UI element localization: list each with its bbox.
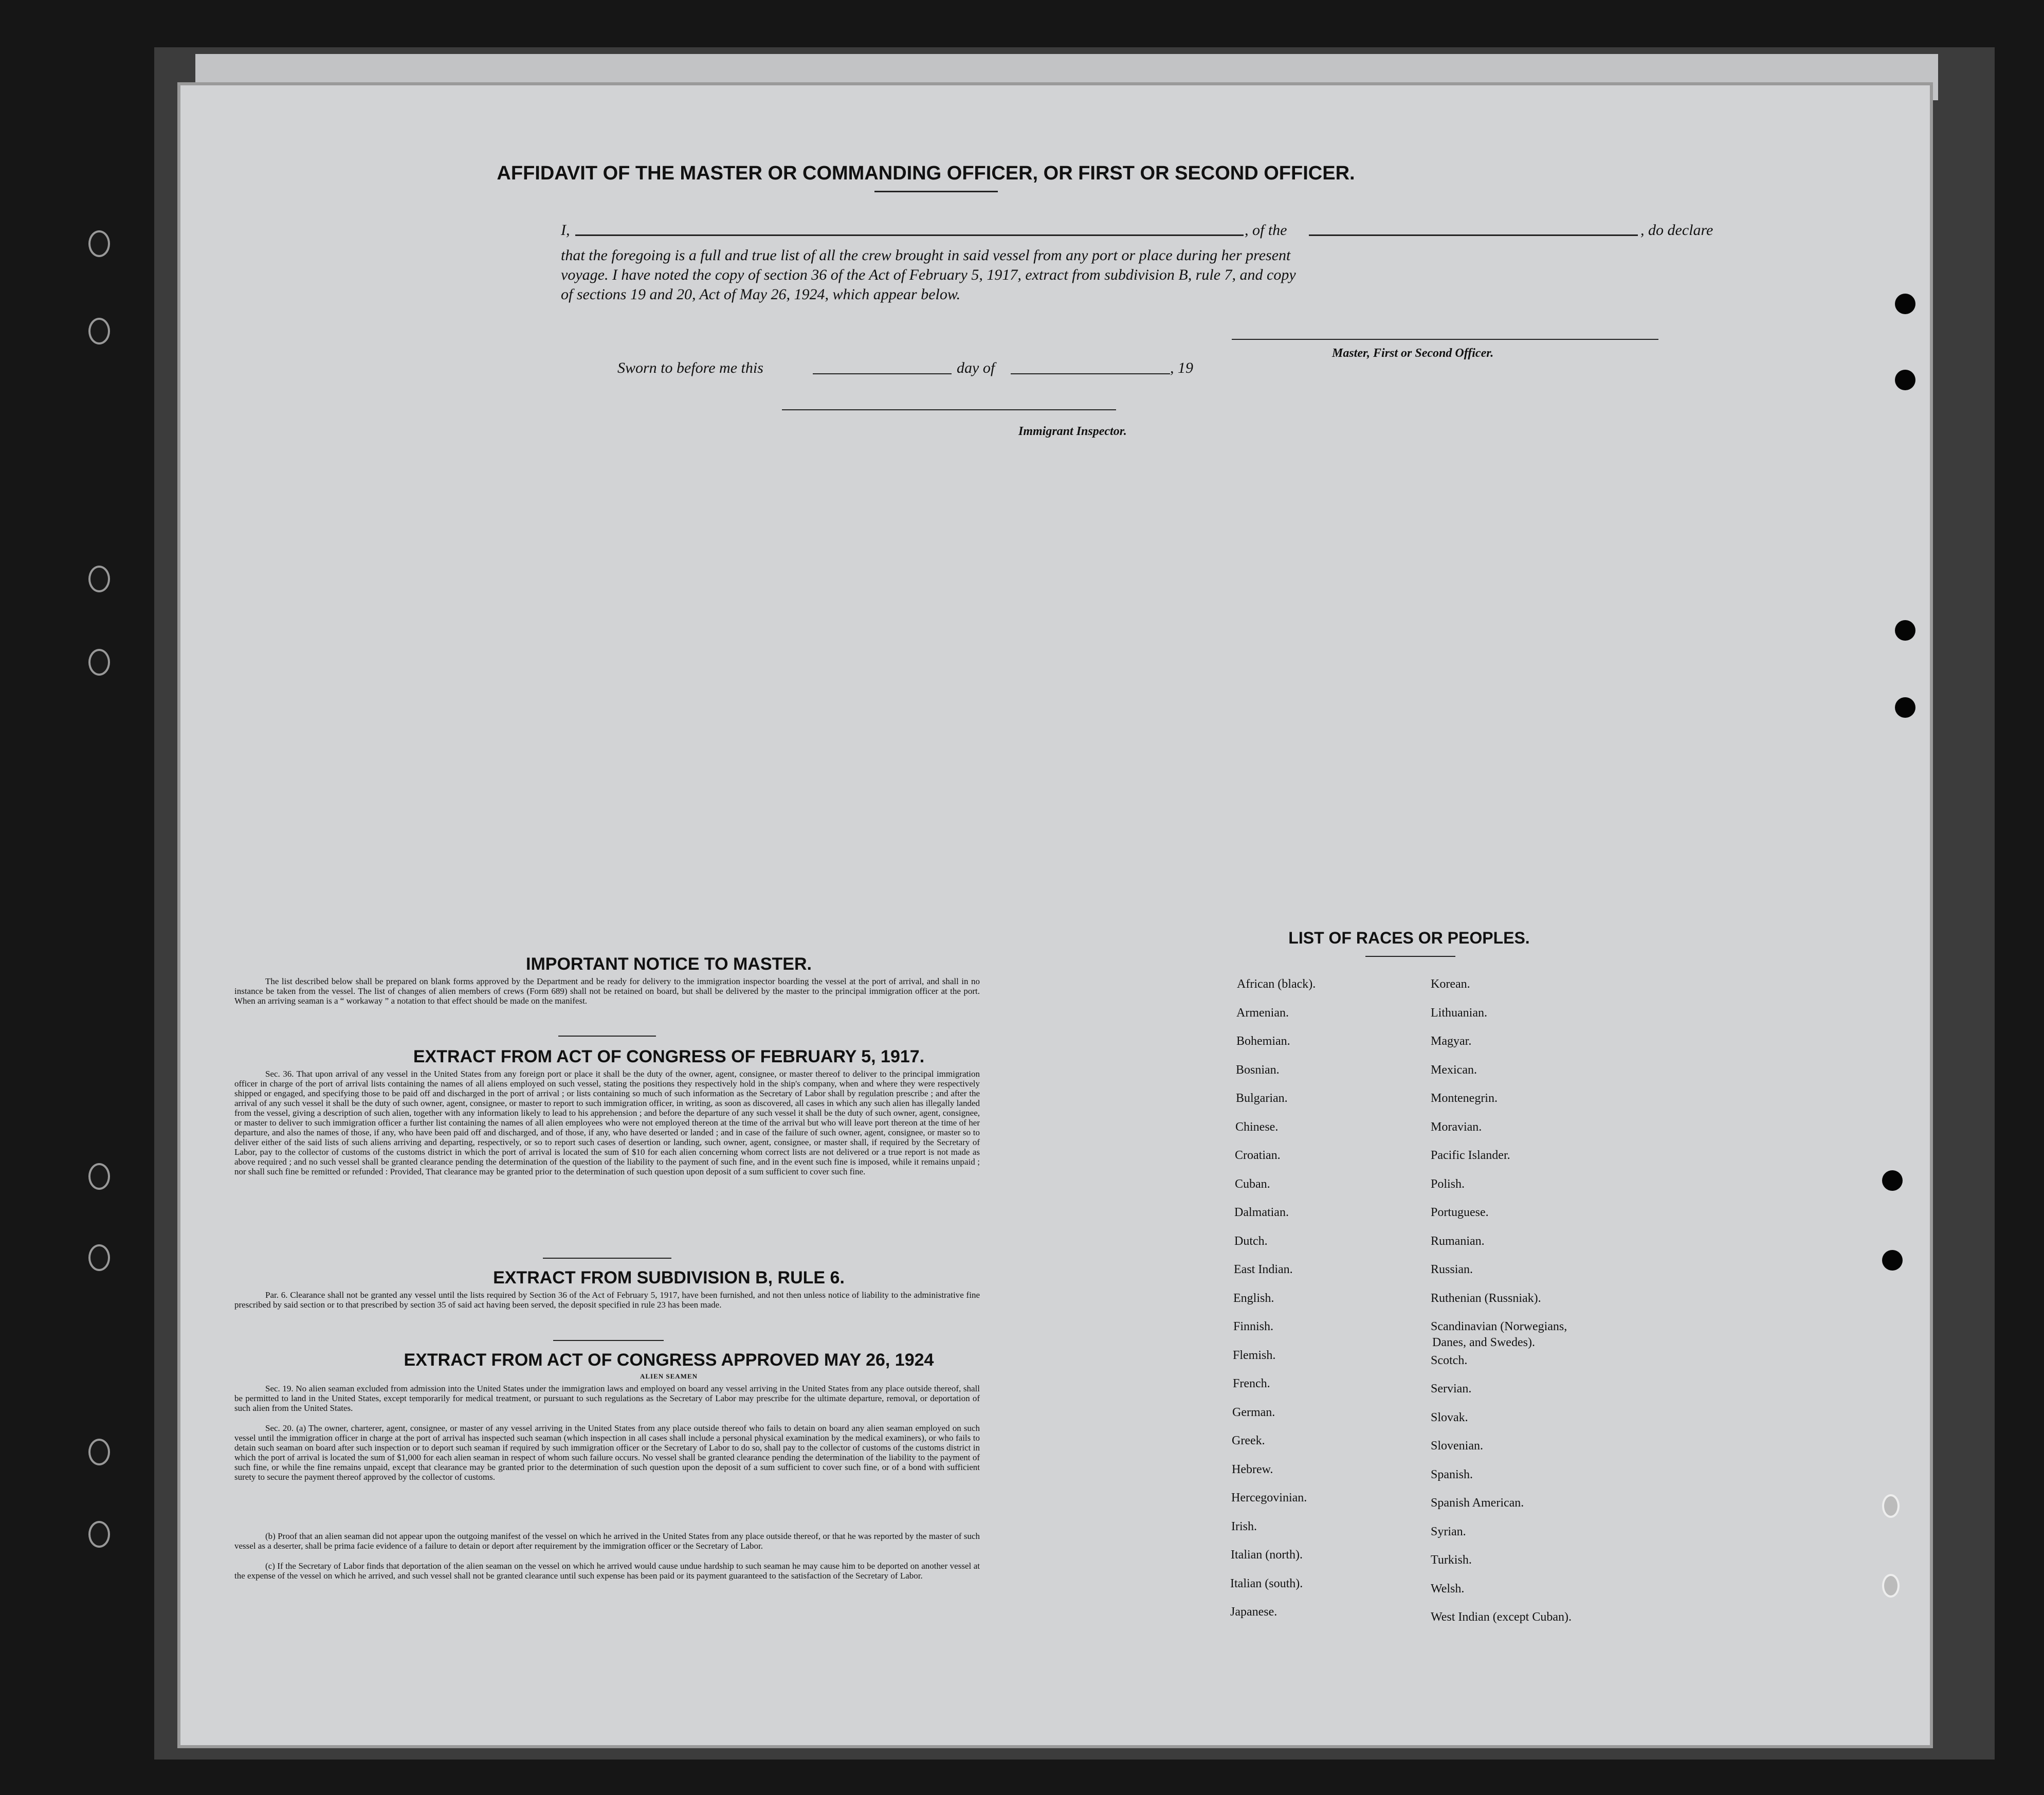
inspector-label: Immigrant Inspector.: [1018, 425, 1127, 438]
inspector-signature-line[interactable]: [782, 409, 1116, 410]
race-item: Hercegovinian.: [1231, 1491, 1307, 1504]
race-item: Scotch.: [1431, 1354, 1468, 1367]
form-page: [177, 82, 1933, 1748]
race-item: Bohemian.: [1236, 1035, 1290, 1048]
race-item: East Indian.: [1234, 1263, 1293, 1276]
race-continuation: Danes, and Swedes).: [1432, 1336, 1535, 1349]
race-item: West Indian (except Cuban).: [1431, 1610, 1572, 1624]
race-item: Pacific Islander.: [1431, 1149, 1510, 1162]
race-item: Greek.: [1232, 1434, 1265, 1447]
divider: [558, 1036, 656, 1037]
race-item: Russian.: [1431, 1263, 1473, 1276]
race-item: Bosnian.: [1236, 1063, 1280, 1077]
signature-label: Master, First or Second Officer.: [1332, 347, 1494, 360]
race-item: Dutch.: [1234, 1235, 1268, 1248]
race-item: Croatian.: [1235, 1149, 1281, 1162]
race-item: Lithuanian.: [1431, 1006, 1487, 1020]
affidavit-body-line: that the foregoing is a full and true list of all the crew brought in said vessel from any port or place during her present: [561, 247, 1291, 264]
affidavit-body: [561, 246, 1733, 304]
binder-hole-icon: [88, 649, 110, 676]
race-item: Italian (south).: [1230, 1577, 1303, 1590]
notice-title: IMPORTANT NOTICE TO MASTER.: [526, 954, 812, 974]
race-item: Irish.: [1231, 1520, 1257, 1533]
race-item: Polish.: [1431, 1177, 1465, 1191]
binder-hole-icon: [88, 1244, 110, 1271]
race-item: Syrian.: [1431, 1525, 1466, 1538]
title-underline: [874, 191, 998, 192]
extract-1924-subtitle: ALIEN SEAMEN: [640, 1372, 698, 1380]
race-item: Bulgarian.: [1236, 1092, 1288, 1105]
divider: [1365, 956, 1455, 957]
extract-1924-title: EXTRACT FROM ACT OF CONGRESS APPROVED MAY 26, 1924: [404, 1350, 934, 1370]
binder-hole-icon: [1895, 620, 1915, 641]
race-item: Dalmatian.: [1234, 1206, 1289, 1219]
race-item: Welsh.: [1431, 1582, 1465, 1595]
binder-hole-icon: [1882, 1170, 1903, 1191]
race-item: Japanese.: [1230, 1605, 1278, 1619]
race-item: Slovenian.: [1431, 1439, 1483, 1453]
sworn-suffix: , 19: [1170, 359, 1193, 376]
race-item: German.: [1232, 1406, 1275, 1419]
extract-1917-body: Sec. 36. That upon arrival of any vessel in the United States from any foreign port or place it shall be the duty of the owner, agent, consignee, or master thereof to deliver to the principal immigration officer in charge of the port of arrival lists containing the names of all aliens employed on such vessel, stating the positions they respectively hold in the ship's company, when and where they were respectively shipped or engaged, and specifying those to be paid off and discharged in the port of arrival ; or lists containing so much of such information as the Secretary of Labor shall by regulation prescribe ; and after the arrival of any such vessel it shall be the duty of such owner, agent, consignee, or master to report to such immigration officer, in writing, as soon as discovered, all cases in which any such alien has illegally landed from the vessel, giving a description of such alien, together with any information likely to lead to his apprehension ; and before the departure of any such vessel it shall be the duty of such owner, agent, consignee, or master to deliver to such immigration officer a further list containing the names of all alien employees who were not employed thereon at the time of the arrival but who will leave port thereon at the time of her departure, and also the names of those, if any, who have been paid off and discharged, and of those, if any, who have deserted or landed ; and in case of the failure of such owner, agent, consignee, or master so to deliver either of the said lists of such aliens arriving and departing, respectively, or so to report such cases of desertion or landing, such owner, agent, consignee, or master shall, if required by the Secretary of Labor, pay to the collector of customs of the customs district in which the port of arrival is located the sum of $10 for each alien concerning whom correct lists are not delivered or a true report is not made as above required ; and no such vessel shall be granted clearance pending the determination of the question of the liability to the payment of such fine, and in the event such fine is imposed, while it remains unpaid ; nor shall such fine be remitted or refunded : Provided, That clearance may be granted prior to the determination of such question upon deposit of a sum sufficient to cover such fine.: [234, 1069, 980, 1176]
divider: [543, 1258, 671, 1259]
race-item: Rumanian.: [1431, 1235, 1485, 1248]
sworn-mid: day of: [957, 359, 995, 376]
affidavit-line1-prefix: I,: [561, 222, 570, 239]
race-item: Servian.: [1431, 1382, 1472, 1395]
race-item: Korean.: [1431, 977, 1470, 991]
binder-hole-icon: [1882, 1494, 1900, 1518]
binder-hole-icon: [88, 1521, 110, 1548]
binder-hole-icon: [88, 1439, 110, 1465]
race-item: Ruthenian (Russniak).: [1431, 1292, 1541, 1305]
race-item: Turkish.: [1431, 1553, 1472, 1567]
race-item: Magyar.: [1431, 1035, 1472, 1048]
binder-hole-icon: [1895, 294, 1915, 314]
race-item: Armenian.: [1236, 1006, 1289, 1020]
section-20c-text: (c) If the Secretary of Labor finds that deportation of the alien seaman on the vessel on which he arrived would cause undue hardship to such seaman he may cause him to be deported on another vessel at the expense of the vessel on which he arrived, and such vessel shall not be granted clearance until such expense has been paid or its payment guaranteed to the satisfaction of the Secretary of Labor.: [234, 1561, 980, 1581]
divider: [553, 1340, 664, 1341]
subdivision-b-title: EXTRACT FROM SUBDIVISION B, RULE 6.: [493, 1268, 845, 1288]
section-19-text: Sec. 19. No alien seaman excluded from admission into the United States under the immigration laws and employed on board any vessel arriving in the United States from any place outside thereof, shall be permitted to land in the United States, except temporarily for medical treatment, or pursuant to such regulations as the Secretary of Labor may prescribe for the ultimate departure, removal, or deportation of such alien from the United States.: [234, 1384, 980, 1413]
binder-hole-icon: [88, 1163, 110, 1190]
race-item: Hebrew.: [1232, 1463, 1273, 1476]
sworn-prefix: Sworn to before me this: [617, 359, 763, 376]
race-item: Moravian.: [1431, 1120, 1482, 1134]
affidavit-line1-mid: , of the: [1245, 222, 1287, 239]
vessel-blank[interactable]: [1309, 234, 1638, 236]
binder-hole-icon: [1882, 1250, 1903, 1271]
binder-hole-icon: [1882, 1574, 1900, 1598]
race-item: African (black).: [1237, 977, 1316, 991]
binder-hole-icon: [88, 230, 110, 257]
sworn-day-blank[interactable]: [813, 373, 952, 374]
binder-hole-icon: [1895, 697, 1915, 718]
section-20a-text: Sec. 20. (a) The owner, charterer, agent, consignee, or master of any vessel arriving in the United States from any place outside thereof who fails to detain on board any alien seaman employed on such vessel until the immigration officer in charge at the port of arrival has inspected such seaman (which inspection in all cases shall include a personal physical examination by the medical examiners), or who fails to detain such seaman on board after such inspection or to deport such seaman if required by such immigration officer or the Secretary of Labor to do so, shall pay to the collector of customs of the customs district in which the port of arrival is located the sum of $1,000 for each alien seaman in respect of whom such failure occurs. No vessel shall be granted clearance pending the determination of the liability to the payment of such fine, or while the fine remains unpaid, except that clearance may be granted prior to the determination of such question upon the deposit of a sum sufficient to cover such fine, or of a bond with sufficient surety to secure the payment thereof approved by the collector of customs.: [234, 1423, 980, 1482]
extract-1917-title: EXTRACT FROM ACT OF CONGRESS OF FEBRUARY 5, 1917.: [413, 1047, 925, 1066]
race-item: Montenegrin.: [1431, 1092, 1498, 1105]
sworn-month-blank[interactable]: [1011, 373, 1170, 374]
race-item: Spanish American.: [1431, 1496, 1524, 1510]
race-item: Finnish.: [1233, 1320, 1274, 1333]
affidavit-line1-suffix: , do declare: [1640, 222, 1713, 239]
signature-line[interactable]: [1232, 339, 1658, 340]
subdivision-b-body: Par. 6. Clearance shall not be granted any vessel until the lists required by Section 36 of the Act of February 5, 1917, have been furnished, and not then unless notice of liability to the administrative fine prescribed by said section or to that prescribed by section 35 of said act having been served, the deposit specified in rule 23 has been made.: [234, 1290, 980, 1310]
race-item: Slovak.: [1431, 1411, 1468, 1424]
race-item: Cuban.: [1235, 1177, 1270, 1191]
name-blank[interactable]: [575, 234, 1244, 236]
race-item: Portuguese.: [1431, 1206, 1489, 1219]
race-item: English.: [1233, 1292, 1274, 1305]
affidavit-body-line: voyage. I have noted the copy of section 36 of the Act of February 5, 1917, extract from subdivision B, rule 7, and copy: [561, 266, 1296, 283]
race-item: Chinese.: [1235, 1120, 1279, 1134]
race-item: French.: [1233, 1377, 1270, 1390]
section-20b-text: (b) Proof that an alien seaman did not appear upon the outgoing manifest of the vessel on which he arrived in the United States from any place outside thereof, or that he was reported by the master of such vessel as a deserter, shall be prima facie evidence of a failure to detain or deport after requirement by the immigration officer or the Secretary of Labor.: [234, 1531, 980, 1551]
race-item: Mexican.: [1431, 1063, 1477, 1077]
binder-hole-icon: [1895, 370, 1915, 390]
binder-hole-icon: [88, 318, 110, 345]
race-item: Spanish.: [1431, 1468, 1473, 1481]
races-title: LIST OF RACES OR PEOPLES.: [1288, 929, 1530, 947]
race-item: Scandinavian (Norwegians,: [1431, 1320, 1567, 1333]
binder-hole-icon: [88, 566, 110, 592]
race-item: Flemish.: [1233, 1349, 1276, 1362]
notice-body: The list described below shall be prepared on blank forms approved by the Department and be ready for delivery to the immigration inspector boarding the vessel at the port of arrival, and shall in no instance be taken from the vessel. The list of changes of alien members of crews (Form 689) shall not be retained on board, but shall be delivered by the master to the principal immigration officer at the port. When an arriving seaman is a “ workaway ” a notation to that effect should be made on the manifest.: [234, 976, 980, 1006]
affidavit-body-line: of sections 19 and 20, Act of May 26, 1924, which appear below.: [561, 286, 961, 303]
affidavit-title: AFFIDAVIT OF THE MASTER OR COMMANDING OFFICER, OR FIRST OR SECOND OFFICER.: [497, 162, 1355, 184]
race-item: Italian (north).: [1231, 1548, 1303, 1562]
